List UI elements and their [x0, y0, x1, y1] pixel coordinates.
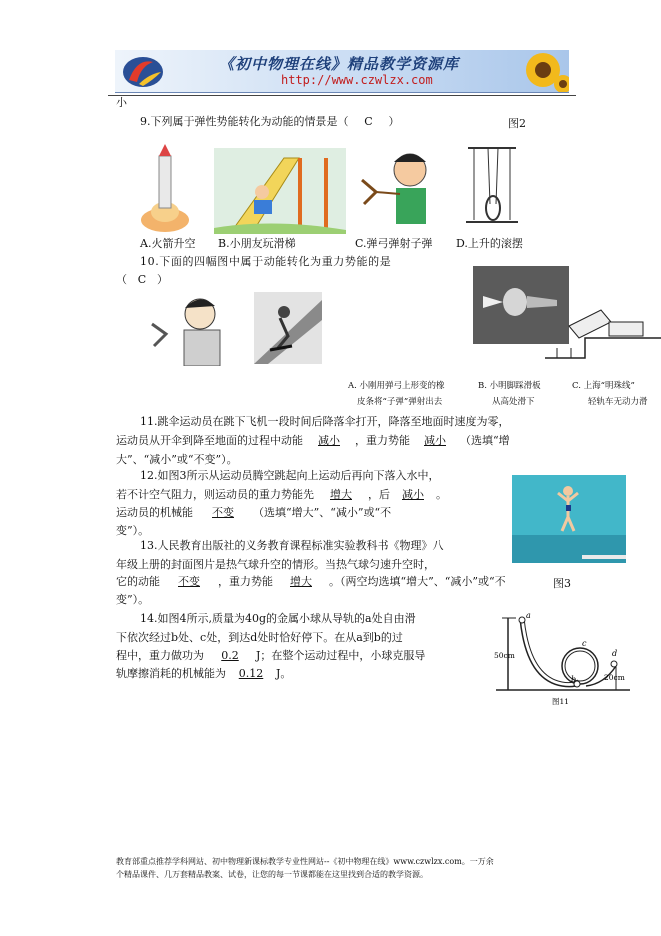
- header-url: http://www.czwlzx.com: [281, 73, 433, 87]
- q11-line3: 大”、“减小”或“不变”）。: [116, 453, 238, 466]
- track-point-a: a: [526, 611, 531, 620]
- q12-answer-3: 不变: [212, 506, 234, 519]
- footer-line2: 个精品课件、几万套精品教案、试卷，让您的每一节课都能在这里找到合适的教学资源。: [116, 870, 428, 879]
- q12-line2: 若不计空气阻力，则运动员的重力势能先 增大 ，后 减小 。: [116, 485, 447, 504]
- q10-caption-a2: 皮条将“子弹”弹射出去: [357, 397, 443, 407]
- q14-answer-2: 0.12: [238, 667, 264, 680]
- header-rule: [108, 95, 576, 96]
- q13-figure-label: 图3: [553, 577, 571, 590]
- q11-line1: 11.跳伞运动员在跳下飞机一段时间后降落伞打开，降落至地面时速度为零，: [140, 415, 510, 428]
- slingshot-image: [356, 148, 448, 228]
- q10-stem: 10.下面的四幅图中属于动能转化为重力势能的是: [140, 255, 392, 268]
- q13-line4: 变”）。: [116, 593, 150, 606]
- q9-stem: 9.下列属于弹性势能转化为动能的情景是（ C ）: [140, 112, 400, 131]
- q14-line2: 下依次经过b处、c处，到达d处时恰好停下。在从a到b的过: [116, 631, 403, 644]
- track-diagram: [492, 610, 634, 710]
- q12-line1: 12.如图3所示从运动员腾空跳起向上运动后再向下落入水中，: [140, 469, 440, 482]
- q14-line4: 轨摩擦消耗的机械能为 0.12 J。: [116, 664, 291, 683]
- q10-caption-b2: 从高处滑下: [492, 397, 535, 407]
- q10-caption-c2: 轻轨车无动力滑: [588, 397, 648, 407]
- pendulum-wheel-image: [464, 144, 520, 226]
- q9-option-c: C.弹弓弹射子弹: [355, 237, 433, 250]
- q9-option-d: D.上升的滚摆: [456, 237, 523, 250]
- track-point-c: c: [582, 639, 587, 648]
- q12-answer-2: 减小: [402, 488, 424, 501]
- q9-figure-label: 图2: [508, 117, 526, 130]
- q9-option-a: A.火箭升空: [140, 237, 196, 250]
- q11-line2: 运动员从开伞到降至地面的过程中动能 减小 ，重力势能 减小 （选填“增: [116, 431, 510, 450]
- skateboard-image: [254, 292, 322, 364]
- q14-line3: 程中，重力做功为 0.2 J；在整个运动过程中，小球克服导: [116, 646, 425, 665]
- q10-answer-line: （ C ）: [116, 270, 168, 289]
- rail-car-image: [545, 308, 661, 362]
- q13-answer-1: 不变: [178, 575, 200, 588]
- track-point-d: d: [612, 649, 618, 658]
- q11-answer-1: 减小: [318, 434, 340, 447]
- header-title: 《初中物理在线》精品教学资源库: [219, 55, 460, 73]
- q9-answer: C: [364, 115, 373, 128]
- rocket-image: [140, 142, 190, 232]
- track-height-20: 20cm: [604, 673, 625, 682]
- q14-answer-1: 0.2: [221, 649, 239, 662]
- track-height-50: 50cm: [494, 651, 515, 660]
- q14-line1: 14.如图4所示,质量为40g的金属小球从导轨的a处自由滑: [140, 612, 416, 625]
- q10-caption-c1: C. 上海“明珠线”: [572, 381, 635, 391]
- q10-answer: C: [137, 273, 147, 286]
- q11-answer-2: 减小: [424, 434, 446, 447]
- header-banner: [115, 50, 569, 93]
- boy-slingshot-image: [148, 294, 236, 366]
- q13-line2: 年级上册的封面图片是热气球升空的情形。当热气球匀速升空时，: [116, 558, 435, 571]
- slide-image: [214, 148, 346, 234]
- track-point-b: b: [571, 675, 577, 684]
- track-figure-label: 图11: [552, 697, 570, 706]
- q13-line3: 它的动能 不变 ，重力势能 增大 。（两空均选填“增大”、“减小”或“不: [116, 572, 506, 591]
- q9-option-b: B.小朋友玩滑梯: [218, 237, 296, 250]
- diver-image: [512, 475, 626, 563]
- sunflower-icon: [513, 50, 569, 92]
- q12-answer-1: 增大: [330, 488, 352, 501]
- q10-caption-a1: A. 小刚用弹弓上形变的橡: [348, 381, 445, 391]
- q13-answer-2: 增大: [290, 575, 312, 588]
- q12-line4: 变”）。: [116, 524, 150, 537]
- q13-line1: 13.人民教育出版社的义务教育课程标准实验教科书《物理》八: [140, 539, 444, 552]
- footer-line1: 教育部重点推荐学科网站、初中物理新课标教学专业性网站--《初中物理在线》www.czwlzx.com。一万余: [116, 857, 494, 866]
- q12-line3: 运动员的机械能 不变 （选填“增大”、“减小”或“不: [116, 503, 391, 522]
- logo-icon: [119, 52, 167, 90]
- q10-caption-b1: B. 小明脚踩滑板: [478, 381, 541, 391]
- fragment-text: 小: [116, 96, 127, 109]
